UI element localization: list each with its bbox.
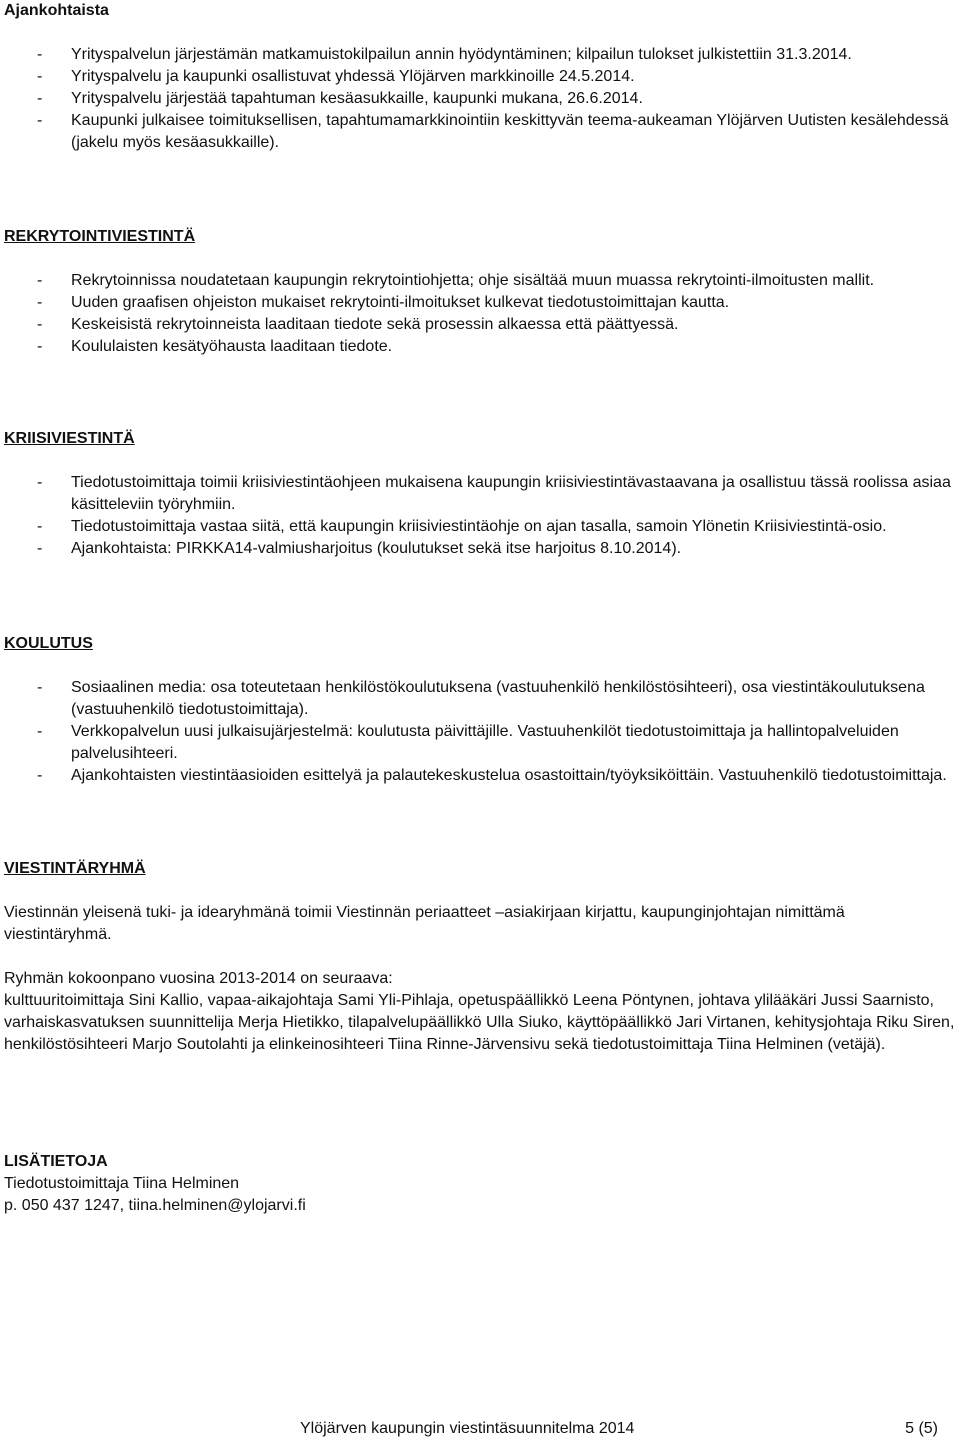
- list-item: - Yrityspalvelun järjestämän matkamuistokilpailun annin hyödyntäminen; kilpailun tulokset julkistettiin 31.3.2014.: [4, 44, 956, 66]
- list-item: - Sosiaalinen media: osa toteutetaan henkilöstökoulutuksena (vastuuhenkilö henkilöstösihteeri), osa viestintäkoulutuksena (vastuuhenkilö tiedotustoimittaja).: [4, 677, 956, 721]
- page-footer: [0, 1418, 960, 1440]
- list-item: - Koululaisten kesätyöhausta laaditaan tiedote.: [4, 336, 956, 358]
- bullet-list: [4, 472, 956, 560]
- list-item: - Uuden graafisen ohjeiston mukaiset rekrytointi-ilmoitukset kulkevat tiedotustoimittajan kautta.: [4, 292, 956, 314]
- list-item: - Ajankohtaista: PIRKKA14-valmiusharjoitus (koulutukset sekä itse harjoitus 8.10.2014).: [4, 538, 956, 560]
- list-item: - Ajankohtaisten viestintäasioiden esittelyä ja palautekeskustelua osastoittain/työyksiköittäin. Vastuuhenkilö tiedotustoimittaja.: [4, 765, 956, 787]
- list-item: - Yrityspalvelu ja kaupunki osallistuvat yhdessä Ylöjärven markkinoille 24.5.2014.: [4, 66, 956, 88]
- bullet-list: [4, 44, 956, 154]
- section-rekrytointiviestinta: [4, 226, 956, 358]
- section-heading: REKRYTOINTIVIESTINTÄ: [4, 228, 196, 245]
- footer-title: Ylöjärven kaupungin viestintäsuunnitelma 2014: [300, 1420, 635, 1437]
- paragraph: Ryhmän kokoonpano vuosina 2013-2014 on seuraava:: [4, 970, 393, 987]
- list-item: - Rekrytoinnissa noudatetaan kaupungin rekrytointiohjetta; ohje sisältää muun muassa rekrytointi-ilmoitusten mallit.: [4, 270, 956, 292]
- section-heading: Ajankohtaista: [4, 2, 109, 19]
- contact-details: p. 050 437 1247, tiina.helminen@ylojarvi.fi: [4, 1197, 306, 1214]
- section-heading: VIESTINTÄRYHMÄ: [4, 860, 146, 877]
- bullet-list: [4, 270, 956, 358]
- list-item: - Yrityspalvelu järjestää tapahtuman kesäasukkaille, kaupunki mukana, 26.6.2014.: [4, 88, 956, 110]
- paragraph: kulttuuritoimittaja Sini Kallio, vapaa-aikajohtaja Sami Yli-Pihlaja, opetuspäällikkö Leena Pöntynen, johtava ylilääkäri Jussi Saarnisto, varhaiskasvatuksen suunnittelija Merja Hietikko, tilapalvelupäällikkö Ulla Siuko, käyttöpäällikkö Jari Virtanen, kehitysjohtaja Riku Siren, henkilöstösihteeri Marjo Soutolahti ja elinkeinosihteeri Tiina Rinne-Järvensivu sekä tiedotustoimittaja Tiina Helminen (vetäjä).: [4, 992, 955, 1053]
- section-kriisiviestinta: [4, 428, 956, 560]
- section-lisatietoja: [4, 1151, 956, 1217]
- section-heading: KOULUTUS: [4, 635, 93, 652]
- list-item: - Verkkopalvelun uusi julkaisujärjestelmä: koulutusta päivittäjille. Vastuuhenkilöt tiedotustoimittaja ja hallintopalveluiden palvelusihteeri.: [4, 721, 956, 765]
- paragraph: Viestinnän yleisenä tuki- ja idearyhmänä toimii Viestinnän periaatteet –asiakirjaan kirjattu, kaupunginjohtajan nimittämä viestintäryhmä.: [4, 904, 845, 943]
- section-viestintaryhma: [4, 858, 956, 1056]
- list-item: - Kaupunki julkaisee toimituksellisen, tapahtumamarkkinointiin keskittyvän teema-aukeaman Ylöjärven Uutisten kesälehdessä (jakelu myös kesäasukkaille).: [4, 110, 956, 154]
- contact-name: Tiedotustoimittaja Tiina Helminen: [4, 1175, 240, 1192]
- section-heading: KRIISIVIESTINTÄ: [4, 430, 135, 447]
- list-item: - Tiedotustoimittaja toimii kriisiviestintäohjeen mukaisena kaupungin kriisiviestintävastaavana ja osallistuu tässä roolissa asiaa käsitteleviin työryhmiin.: [4, 472, 956, 516]
- list-item: - Keskeisistä rekrytoinneista laaditaan tiedote sekä prosessin alkaessa että päättyessä.: [4, 314, 956, 336]
- page-number: 5 (5): [905, 1420, 938, 1437]
- section-heading: LISÄTIETOJA: [4, 1153, 108, 1170]
- list-item: - Tiedotustoimittaja vastaa siitä, että kaupungin kriisiviestintäohje on ajan tasalla, samoin Ylönetin Kriisiviestintä-osio.: [4, 516, 956, 538]
- bullet-list: [4, 677, 956, 787]
- section-koulutus: [4, 633, 956, 787]
- section-ajankohtaista: [4, 0, 956, 154]
